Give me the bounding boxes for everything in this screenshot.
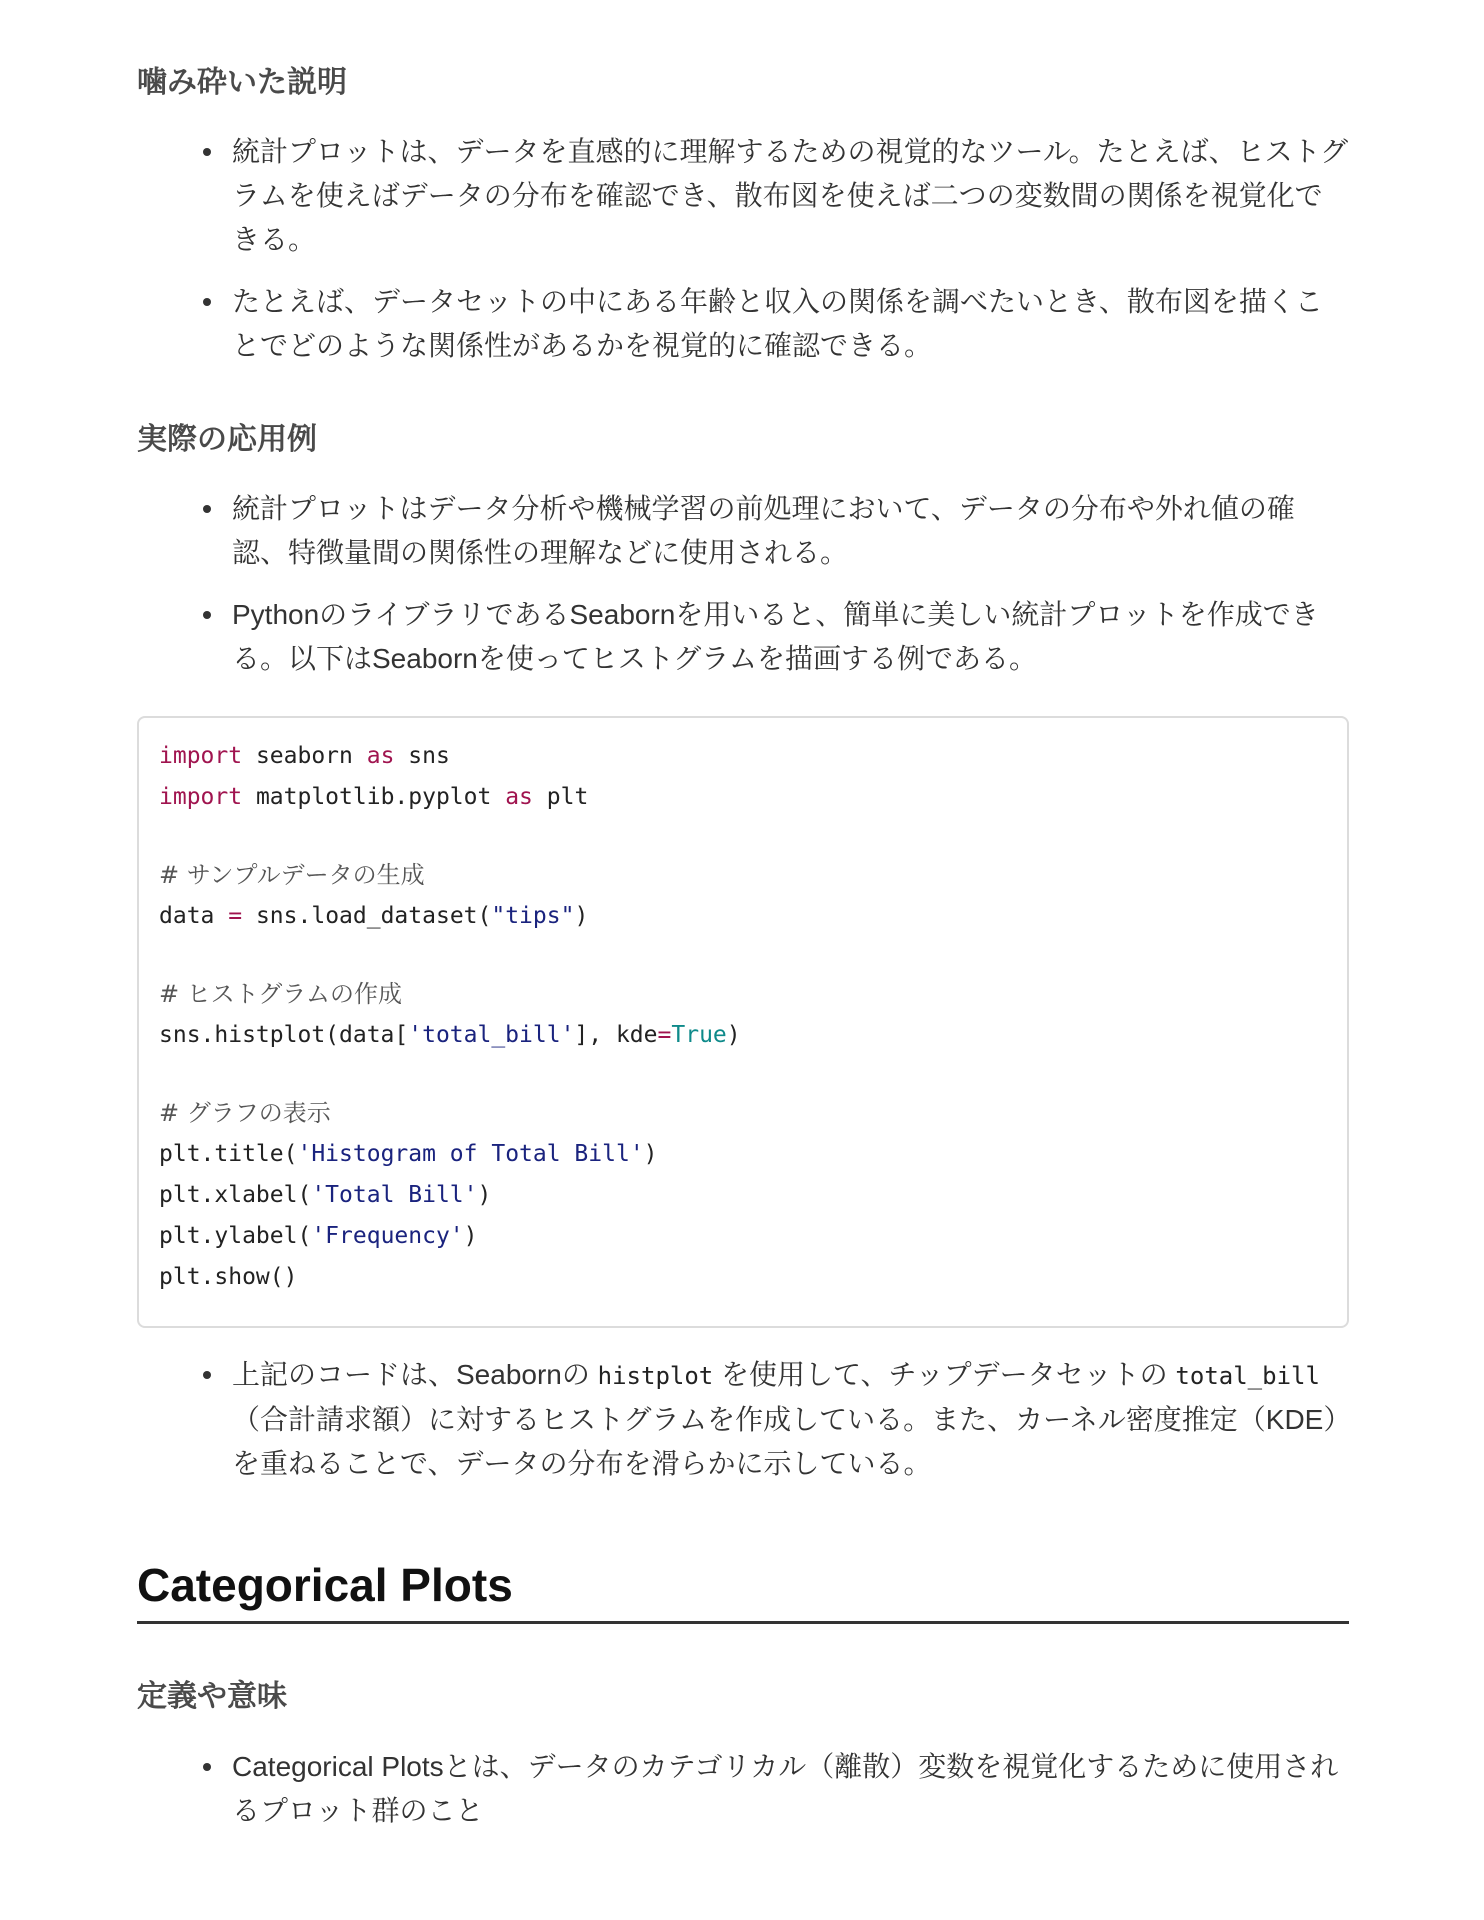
code-string: 'total_bill' bbox=[408, 1022, 575, 1048]
text-segment: を使用して、チップデータセットの bbox=[713, 1359, 1176, 1390]
code-string: 'Frequency' bbox=[311, 1223, 464, 1249]
list-item: PythonのライブラリであるSeabornを用いると、簡単に美しい統計プロットを作成できる。以下はSeabornを使ってヒストグラムを描画する例である。 bbox=[137, 593, 1349, 681]
section-heading-applications: 実際の応用例 bbox=[137, 423, 317, 456]
code-block[interactable] bbox=[137, 716, 1349, 1328]
code-explanation-list bbox=[137, 1353, 1349, 1504]
list-item: たとえば、データセットの中にある年齢と収入の関係を調べたいとき、散布図を描くことでどのような関係性があるかを視覚的に確認できる。 bbox=[137, 280, 1349, 368]
code-content bbox=[159, 736, 741, 1298]
code-line: plt.ylabel('Frequency') bbox=[159, 1223, 478, 1249]
applications-list bbox=[137, 487, 1349, 699]
code-line bbox=[159, 855, 741, 896]
code-string: "tips" bbox=[491, 903, 575, 929]
code-line: import matplotlib.pyplot as plt bbox=[159, 784, 589, 810]
list-item: Categorical Plotsとは、データのカテゴリカル（離散）変数を視覚化するために使用されるプロット群のこと bbox=[137, 1745, 1349, 1833]
code-comment: # グラフの表示 bbox=[159, 1099, 331, 1127]
text-segment: 上記のコードは、Seabornの bbox=[232, 1359, 598, 1390]
code-line: import seaborn as sns bbox=[159, 743, 450, 769]
inline-code: total_bill bbox=[1175, 1362, 1320, 1390]
code-comment: # ヒストグラムの作成 bbox=[159, 980, 403, 1008]
code-comment: # サンプルデータの生成 bbox=[159, 861, 425, 889]
section-heading-explanation: 噛み砕いた説明 bbox=[137, 66, 347, 99]
list-item: 統計プロットはデータ分析や機械学習の前処理において、データの分布や外れ値の確認、特徴量間の関係性の理解などに使用される。 bbox=[137, 487, 1349, 575]
text-segment: （合計請求額）に対するヒストグラムを作成している。また、カーネル密度推定（KDE）を重ねることで、データの分布を滑らかに示している。 bbox=[232, 1404, 1338, 1479]
list-item: 統計プロットは、データを直感的に理解するための視覚的なツール。たとえば、ヒストグラムを使えばデータの分布を確認でき、散布図を使えば二つの変数間の関係を視覚化できる。 bbox=[137, 130, 1349, 262]
code-line: plt.title('Histogram of Total Bill') bbox=[159, 1141, 658, 1167]
code-line: sns.histplot(data['total_bill'], kde=True) bbox=[159, 1022, 741, 1048]
code-line bbox=[159, 1093, 741, 1134]
code-line: data = sns.load_dataset("tips") bbox=[159, 903, 589, 929]
code-string: 'Histogram of Total Bill' bbox=[297, 1141, 644, 1167]
code-line bbox=[159, 974, 741, 1015]
title-underline bbox=[137, 1621, 1349, 1624]
inline-code: histplot bbox=[597, 1362, 714, 1390]
code-line: plt.show() bbox=[159, 1264, 298, 1290]
list-item bbox=[137, 1353, 1349, 1486]
page-section-title: Categorical Plots bbox=[137, 1559, 513, 1611]
section-heading-definition: 定義や意味 bbox=[137, 1680, 287, 1713]
explanation-list bbox=[137, 130, 1349, 386]
code-line: plt.xlabel('Total Bill') bbox=[159, 1182, 492, 1208]
definition-list bbox=[137, 1745, 1349, 1851]
code-string: 'Total Bill' bbox=[311, 1182, 478, 1208]
